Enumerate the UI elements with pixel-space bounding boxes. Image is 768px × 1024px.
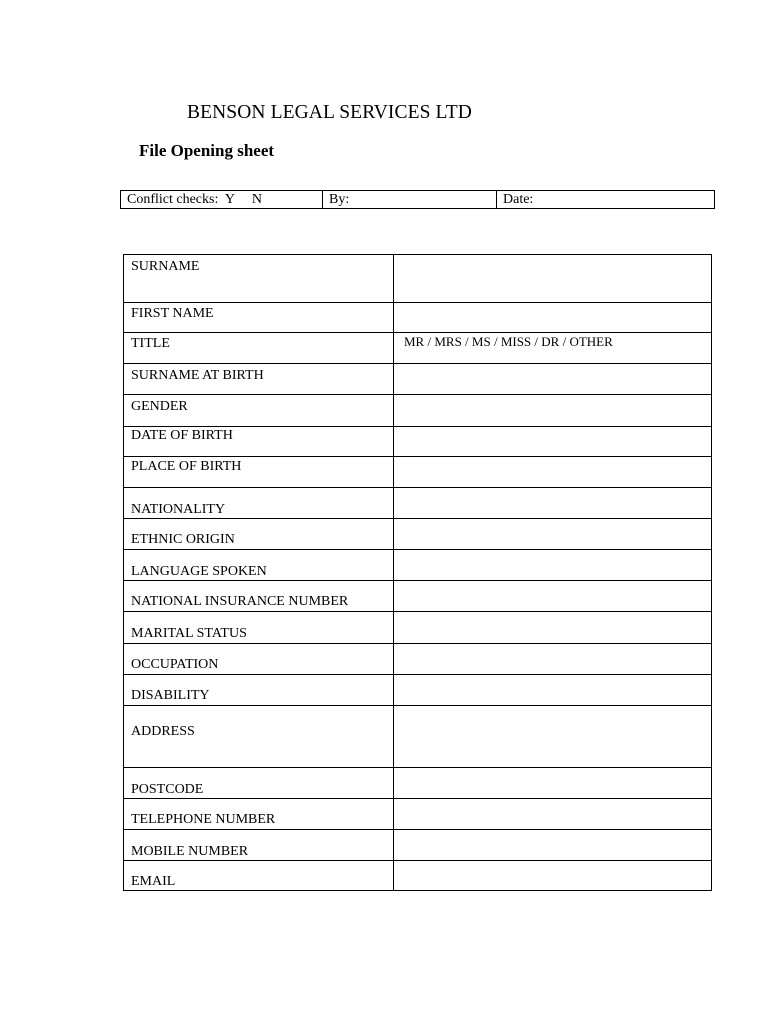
form-row-surname-at-birth [124, 364, 712, 395]
form-row-national-insurance-number [124, 581, 712, 612]
company-name: BENSON LEGAL SERVICES LTD [187, 102, 472, 123]
surname-at-birth-label: SURNAME AT BIRTH [124, 364, 394, 395]
conflict-check-row [120, 190, 715, 209]
postcode-value[interactable] [394, 768, 712, 799]
marital-status-label: MARITAL STATUS [124, 612, 394, 644]
checked-by-cell[interactable]: By: [323, 191, 497, 208]
nationality-value[interactable] [394, 488, 712, 519]
occupation-label: OCCUPATION [124, 644, 394, 675]
occupation-value[interactable] [394, 644, 712, 675]
form-row-title [124, 333, 712, 364]
language-spoken-value[interactable] [394, 550, 712, 581]
telephone-number-value[interactable] [394, 799, 712, 830]
form-row-surname [124, 255, 712, 303]
nationality-label: NATIONALITY [124, 488, 394, 519]
disability-value[interactable] [394, 675, 712, 706]
ethnic-origin-value[interactable] [394, 519, 712, 550]
form-row-language-spoken [124, 550, 712, 581]
postcode-label: POSTCODE [124, 768, 394, 799]
conflict-checks-cell[interactable]: Conflict checks: Y N [121, 191, 323, 208]
form-row-mobile-number [124, 830, 712, 861]
gender-value[interactable] [394, 395, 712, 427]
place-of-birth-label: PLACE OF BIRTH [124, 457, 394, 488]
language-spoken-label: LANGUAGE SPOKEN [124, 550, 394, 581]
mobile-number-label: MOBILE NUMBER [124, 830, 394, 861]
date-of-birth-label: DATE OF BIRTH [124, 427, 394, 457]
form-row-date-of-birth [124, 427, 712, 457]
address-label: ADDRESS [124, 706, 394, 768]
form-row-occupation [124, 644, 712, 675]
surname-label: SURNAME [124, 255, 394, 303]
surname-value[interactable] [394, 255, 712, 303]
national-insurance-number-value[interactable] [394, 581, 712, 612]
national-insurance-number-label: NATIONAL INSURANCE NUMBER [124, 581, 394, 612]
disability-label: DISABILITY [124, 675, 394, 706]
address-value[interactable] [394, 706, 712, 768]
form-row-telephone-number [124, 799, 712, 830]
first-name-value[interactable] [394, 303, 712, 333]
form-row-postcode [124, 768, 712, 799]
gender-label: GENDER [124, 395, 394, 427]
form-row-disability [124, 675, 712, 706]
form-row-address [124, 706, 712, 768]
form-row-marital-status [124, 612, 712, 644]
form-row-ethnic-origin [124, 519, 712, 550]
email-label: EMAIL [124, 861, 394, 891]
form-row-place-of-birth [124, 457, 712, 488]
form-row-gender [124, 395, 712, 427]
email-value[interactable] [394, 861, 712, 891]
ethnic-origin-label: ETHNIC ORIGIN [124, 519, 394, 550]
form-row-nationality [124, 488, 712, 519]
check-date-cell[interactable]: Date: [503, 192, 534, 207]
date-of-birth-value[interactable] [394, 427, 712, 457]
client-details-table [123, 254, 712, 891]
document-title: File Opening sheet [139, 141, 275, 160]
surname-at-birth-value[interactable] [394, 364, 712, 395]
first-name-label: FIRST NAME [124, 303, 394, 333]
title-value[interactable]: MR / MRS / MS / MISS / DR / OTHER [394, 333, 712, 364]
title-label: TITLE [124, 333, 394, 364]
form-row-first-name [124, 303, 712, 333]
place-of-birth-value[interactable] [394, 457, 712, 488]
telephone-number-label: TELEPHONE NUMBER [124, 799, 394, 830]
form-row-email [124, 861, 712, 891]
mobile-number-value[interactable] [394, 830, 712, 861]
marital-status-value[interactable] [394, 612, 712, 644]
